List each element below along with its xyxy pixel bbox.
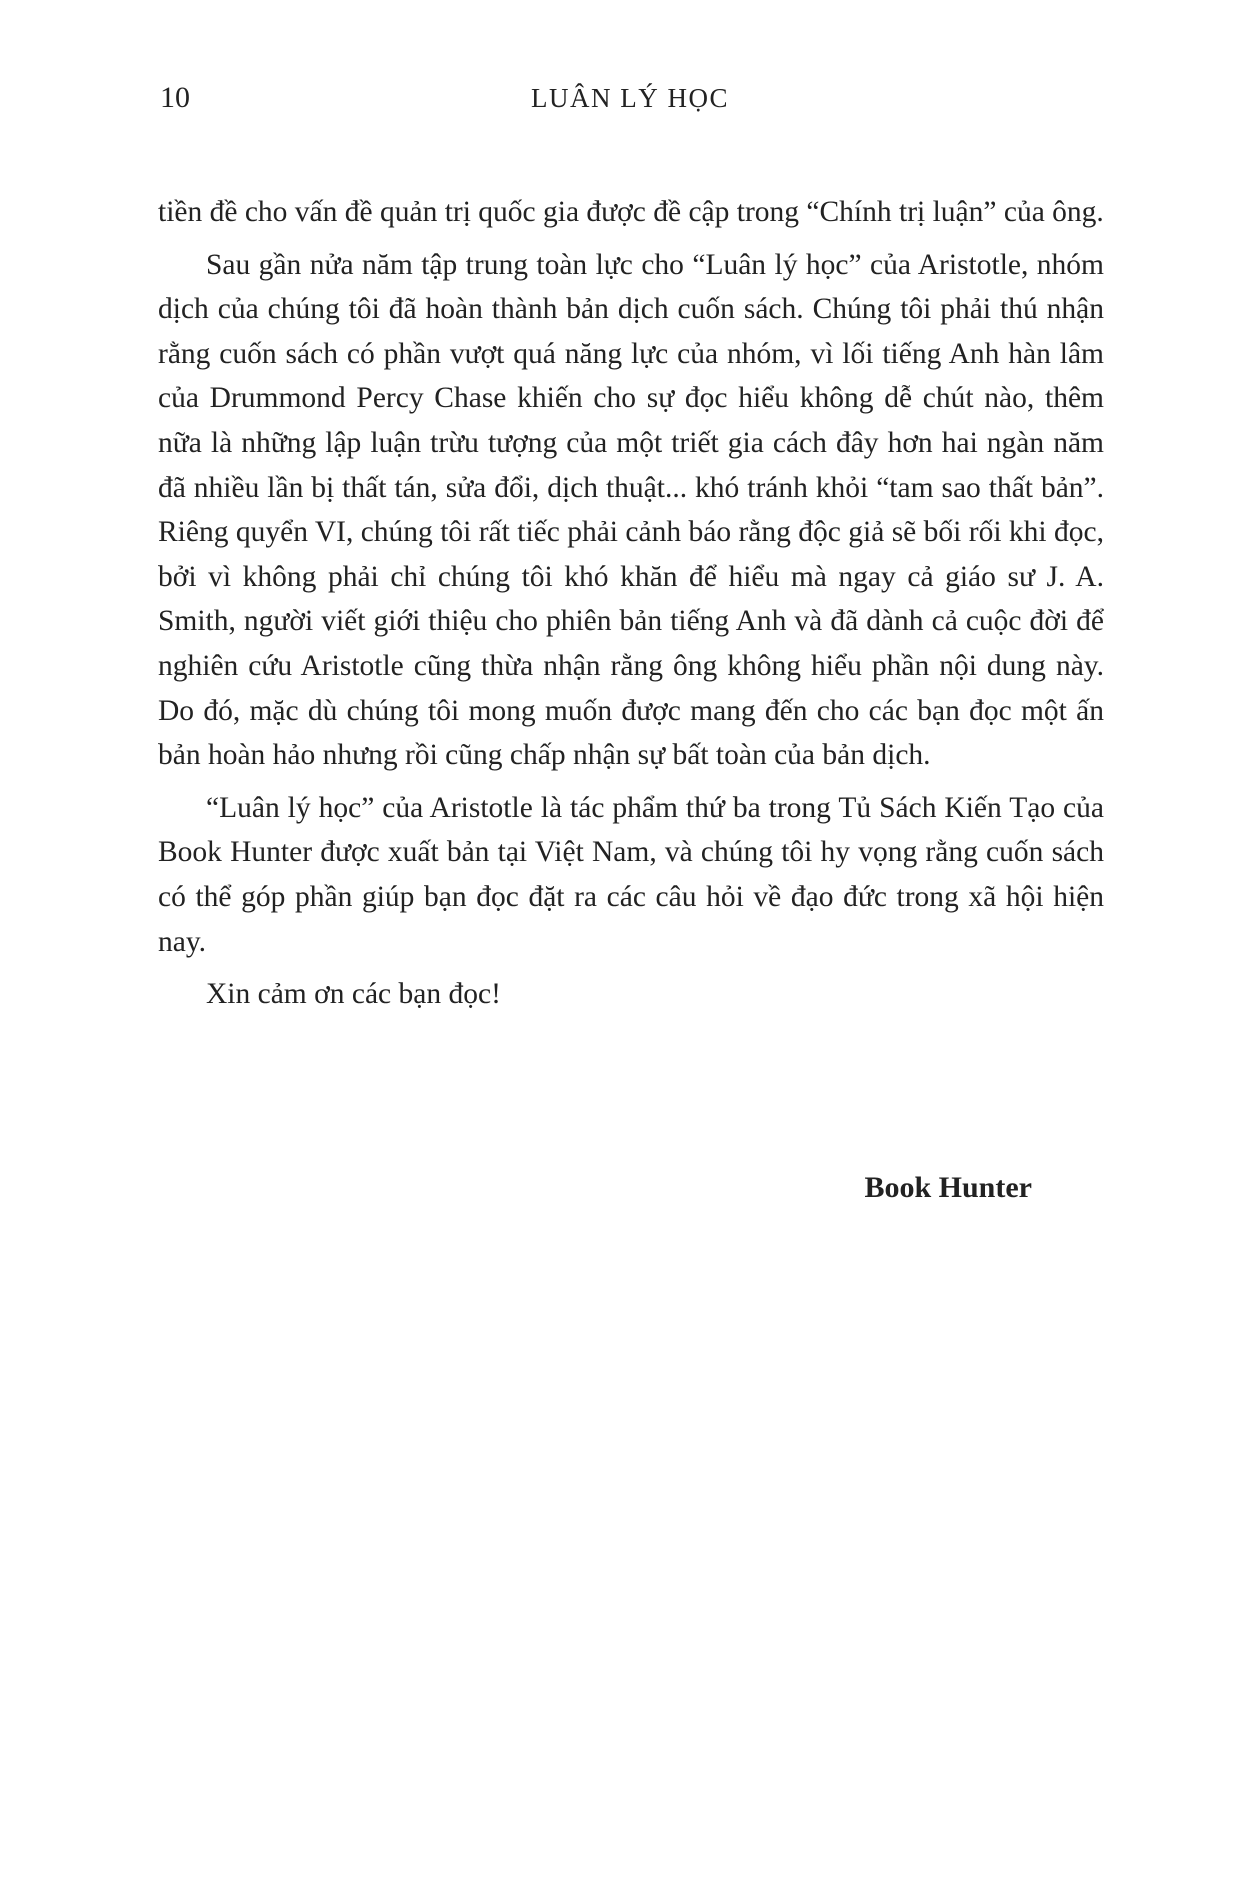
paragraph-series-note: “Luân lý học” của Aristotle là tác phẩm thứ ba trong Tủ Sách Kiến Tạo của Book Hunter được xuất bản tại Việt Nam, và chúng tôi hy vọng rằng cuốn sách có thể góp phần giúp bạn đọc đặt ra các câu hỏi về đạo đức trong xã hội hiện nay. [158,791,1104,958]
page-number: 10 [160,81,190,114]
paragraph-thanks: Xin cảm ơn các bạn đọc! [206,978,501,1011]
running-title: LUÂN LÝ HỌC [531,83,729,113]
signature: Book Hunter [864,1171,1032,1204]
paragraph-translation-notes: Sau gần nửa năm tập trung toàn lực cho “Luân lý học” của Aristotle, nhóm dịch của chúng tôi đã hoàn thành bản dịch cuốn sách. Chúng tôi phải thú nhận rằng cuốn sách có phần vượt quá năng lực của nhóm, vì lối tiếng Anh hàn lâm của Drummond Percy Chase khiến cho sự đọc hiểu không dễ chút nào, thêm nữa là những lập luận trừu tượng của một triết gia cách đây hơn hai ngàn năm đã nhiều lần bị thất tán, sửa đổi, dịch thuật... khó tránh khỏi “tam sao thất bản”. Riêng quyển VI, chúng tôi rất tiếc phải cảnh báo rằng độc giả sẽ bối rối khi đọc, bởi vì không phải chỉ chúng tôi khó khăn để hiểu mà ngay cả giáo sư J. A. Smith, người viết giới thiệu cho phiên bản tiếng Anh và đã dành cả cuộc đời để nghiên cứu Aristotle cũng thừa nhận rằng ông không hiểu phần nội dung này. Do đó, mặc dù chúng tôi mong muốn được mang đến cho các bạn đọc một ấn bản hoàn hảo nhưng rồi cũng chấp nhận sự bất toàn của bản dịch. [158,248,1104,772]
paragraph-continuation: tiền đề cho vấn đề quản trị quốc gia được đề cập trong “Chính trị luận” của ông. [158,196,1104,228]
running-header [160,78,1100,118]
body-text [158,190,1104,1025]
